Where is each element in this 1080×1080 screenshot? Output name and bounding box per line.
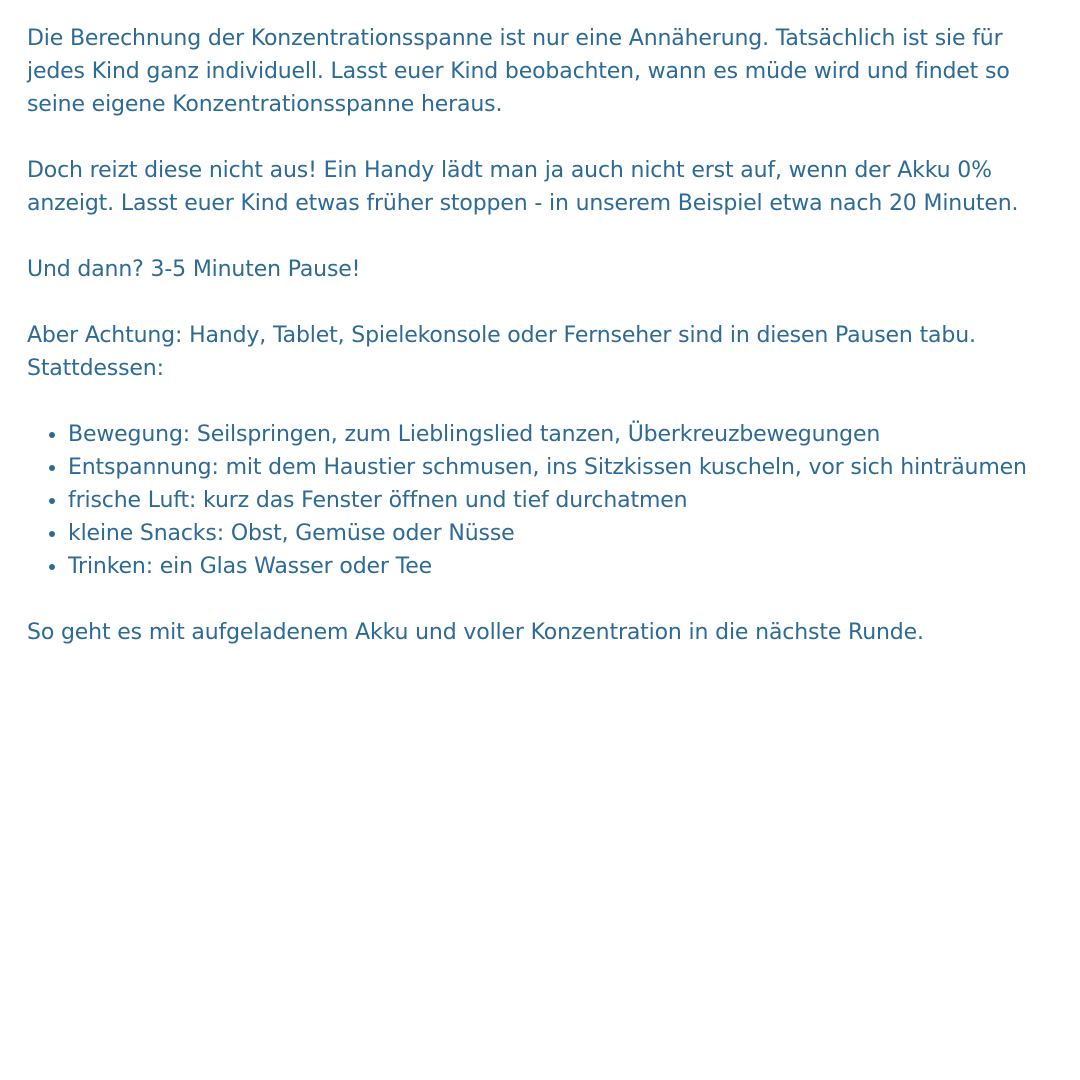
- paragraph-pause: Und dann? 3-5 Minuten Pause!: [27, 257, 361, 282]
- list-item: • Entspannung: mit dem Haustier schmusen, ins Sitzkissen kuscheln, vor sich hinträumen: [68, 451, 1060, 484]
- paragraph-closing: So geht es mit aufgeladenem Akku und voller Konzentration in die nächste Runde.: [27, 620, 924, 645]
- paragraph-concentration-estimate: Die Berechnung der Konzentrationsspanne ist nur eine Annäherung. Tatsächlich ist sie für jedes Kind ganz individuell. Lasst euer Kind beobachten, wann es müde wird und findet so seine eigene Konzentrationsspanne heraus.: [27, 26, 1010, 117]
- paragraph-screen-warning: Aber Achtung: Handy, Tablet, Spielekonsole oder Fernseher sind in diesen Pausen tabu. Stattdessen:: [27, 323, 976, 381]
- list-item: • kleine Snacks: Obst, Gemüse oder Nüsse: [68, 517, 1060, 550]
- list-item: • Trinken: ein Glas Wasser oder Tee: [68, 550, 1060, 583]
- list-item: • frische Luft: kurz das Fenster öffnen und tief durchatmen: [68, 484, 1060, 517]
- paragraph-dont-exhaust: Doch reizt diese nicht aus! Ein Handy lädt man ja auch nicht erst auf, wenn der Akku 0% anzeigt. Lasst euer Kind etwas früher stoppen - in unserem Beispiel etwa nach 20 Minuten.: [27, 158, 1019, 216]
- pause-activities-list: [27, 418, 1060, 583]
- list-item: • Bewegung: Seilspringen, zum Lieblingslied tanzen, Überkreuzbewegungen: [68, 418, 1060, 451]
